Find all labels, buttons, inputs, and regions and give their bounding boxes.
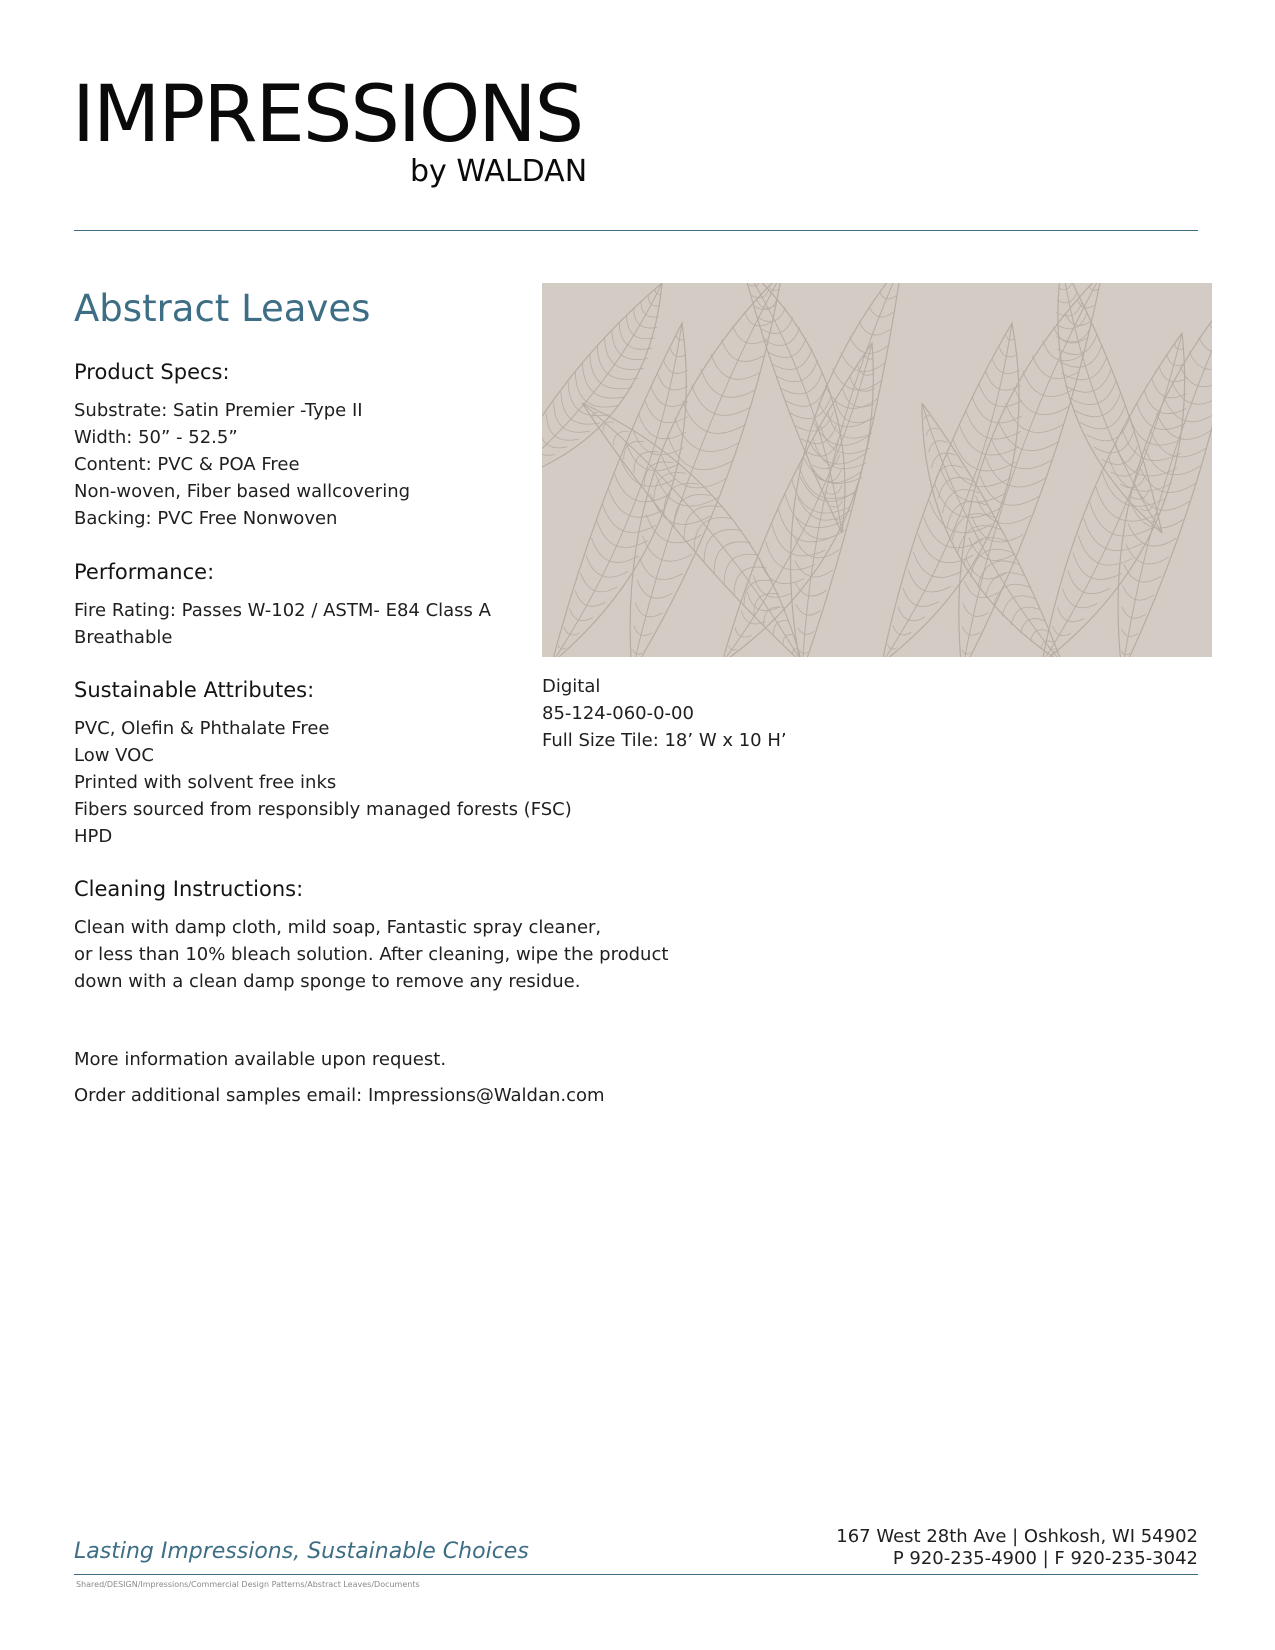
- more-info-text: More information available upon request.: [74, 1049, 447, 1070]
- cleaning-line: down with a clean damp sponge to remove any residue.: [74, 971, 581, 992]
- swatch-sku: 85-124-060-0-00: [542, 703, 694, 724]
- cleaning-line: or less than 10% bleach solution. After cleaning, wipe the product: [74, 944, 669, 965]
- sustainable-line: Printed with solvent free inks: [74, 772, 337, 793]
- cleaning-text: [74, 914, 668, 995]
- phone-fax-line: P 920-235-4900 | F 920-235-3042: [892, 1548, 1198, 1569]
- performance-heading: Performance:: [74, 560, 215, 584]
- brand-logo-subtitle: by WALDAN: [410, 154, 588, 189]
- performance-line: Fire Rating: Passes W-102 / ASTM- E84 Class A: [74, 600, 491, 621]
- order-samples-text: Order additional samples email: Impressions@Waldan.com: [74, 1085, 605, 1106]
- leaf-shape: [722, 343, 875, 657]
- product-title: Abstract Leaves: [74, 287, 371, 330]
- footer-address: [836, 1526, 1198, 1570]
- leaf-shape: [1042, 333, 1187, 657]
- sustainable-line: Low VOC: [74, 745, 154, 766]
- leaf-shape: [552, 323, 688, 657]
- footer-divider: [74, 1574, 1198, 1575]
- sustainable-heading: Sustainable Attributes:: [74, 678, 315, 702]
- leaf-shape: [1056, 283, 1162, 533]
- spec-line: Width: 50” - 52.5”: [74, 427, 238, 448]
- leaf-shape: [959, 283, 1102, 657]
- swatch-tile-size: Full Size Tile: 18’ W x 10 H’: [542, 730, 787, 751]
- performance-list: [74, 597, 491, 651]
- cleaning-line: Clean with damp cloth, mild soap, Fantastic spray cleaner,: [74, 917, 602, 938]
- leaf-shape: [630, 283, 782, 657]
- address-line: 167 West 28th Ave | Oshkosh, WI 54902: [836, 1526, 1198, 1547]
- sustainable-list: [74, 715, 572, 850]
- header-divider: [74, 230, 1198, 231]
- brand-logo-wordmark: IMPRESSIONS: [72, 70, 583, 160]
- sustainable-line: HPD: [74, 826, 113, 847]
- spec-line: Backing: PVC Free Nonwoven: [74, 508, 338, 529]
- sustainable-line: Fibers sourced from responsibly managed forests (FSC): [74, 799, 572, 820]
- leaf-pattern-graphic: [542, 283, 1212, 657]
- spec-line: Non-woven, Fiber based wallcovering: [74, 481, 411, 502]
- leaf-shape: [742, 283, 845, 533]
- footer-tagline: Lasting Impressions, Sustainable Choices: [74, 1539, 529, 1564]
- file-path-text: Shared/DESIGN/Impressions/Commercial Design Patterns/Abstract Leaves/Documents: [76, 1580, 420, 1589]
- sustainable-line: PVC, Olefin & Phthalate Free: [74, 718, 330, 739]
- leaf-shape: [882, 323, 1022, 657]
- performance-line: Breathable: [74, 627, 173, 648]
- pattern-swatch-image: [542, 283, 1212, 657]
- leaf-shape: [791, 283, 902, 657]
- specs-heading: Product Specs:: [74, 360, 230, 384]
- swatch-info: [542, 673, 787, 754]
- swatch-type: Digital: [542, 676, 601, 697]
- cleaning-heading: Cleaning Instructions:: [74, 877, 304, 901]
- spec-line: Substrate: Satin Premier -Type II: [74, 400, 363, 421]
- specs-list: [74, 397, 410, 532]
- spec-line: Content: PVC & POA Free: [74, 454, 300, 475]
